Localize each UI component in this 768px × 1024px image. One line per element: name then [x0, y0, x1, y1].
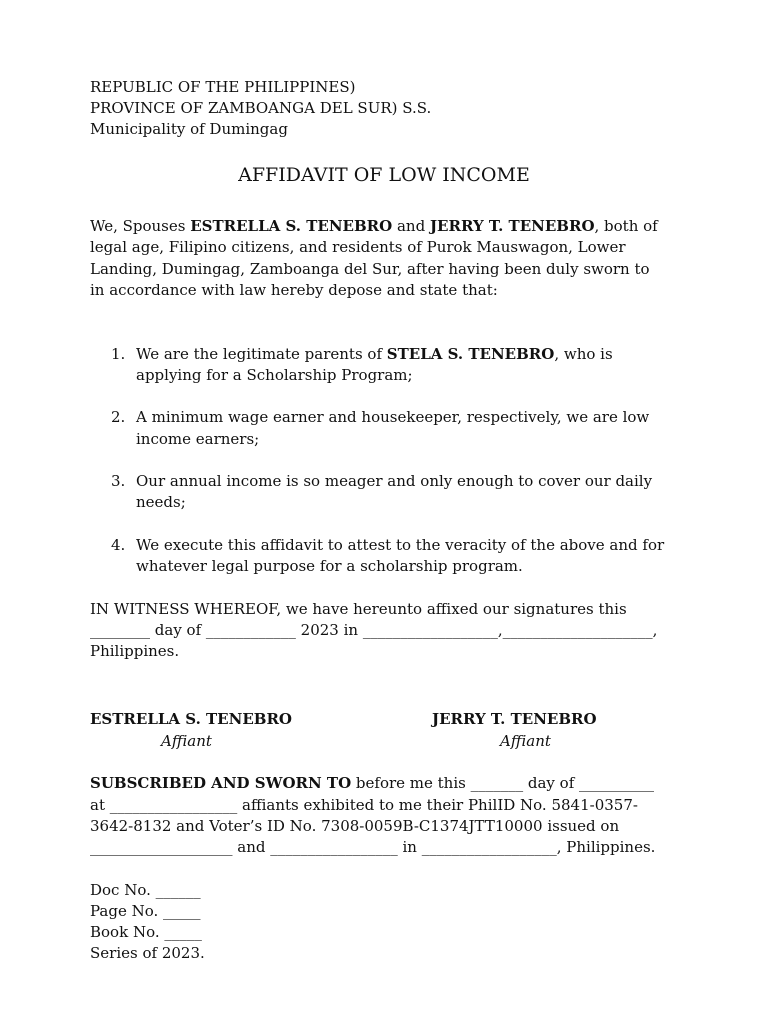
jurat-heading: SUBSCRIBED AND SWORN TO — [90, 774, 352, 792]
spouse-name-1: ESTRELLA S. TENEBRO — [190, 217, 393, 235]
item-2-line-2: income earners; — [136, 430, 260, 448]
series-year: Series of 2023. — [90, 944, 205, 962]
signatory-name-1: ESTRELLA S. TENEBRO — [90, 710, 292, 728]
item-4-line-2: whatever legal purpose for a scholarship program. — [136, 557, 523, 575]
jurat-line-3: 3642-8132 and Voter’s ID No. 7308-0059B-C1374JTT10000 issued on — [90, 817, 620, 835]
item-number: 4. — [111, 536, 126, 554]
signatory-name-2: JERRY T. TENEBRO — [432, 710, 597, 728]
intro-line-4: in accordance with law hereby depose and state that: — [90, 281, 498, 299]
witness-line-1: IN WITNESS WHEREOF, we have hereunto affixed our signatures this — [90, 600, 627, 618]
item-1-line-2: applying for a Scholarship Program; — [136, 366, 413, 384]
intro-text: and — [392, 217, 430, 235]
item-text: We are the legitimate parents of — [136, 345, 387, 363]
item-3-line-2: needs; — [136, 493, 186, 511]
child-name: STELA S. TENEBRO — [386, 345, 555, 363]
witness-line-2: ________ day of ____________ 2023 in __________________,____________________, — [90, 621, 658, 639]
spouse-name-2: JERRY T. TENEBRO — [429, 217, 595, 235]
signatory-role-2: Affiant — [500, 732, 551, 750]
header-province: PROVINCE OF ZAMBOANGA DEL SUR) S.S. — [90, 99, 432, 117]
jurat-line-4: ___________________ and _________________ in __________________, Philippines. — [90, 838, 656, 856]
item-number: 2. — [111, 408, 126, 426]
intro-text: , both of — [594, 217, 658, 235]
header-municipality: Municipality of Dumingag — [90, 120, 288, 138]
item-1-line-1 — [136, 344, 613, 365]
intro-text: We, Spouses — [90, 217, 191, 235]
item-3-line-1: Our annual income is so meager and only enough to cover our daily — [136, 472, 653, 490]
intro-line-1 — [90, 216, 658, 237]
item-number: 3. — [111, 472, 126, 490]
book-number: Book No. _____ — [90, 923, 202, 941]
witness-line-3: Philippines. — [90, 642, 180, 660]
item-4-line-1: We execute this affidavit to attest to the veracity of the above and for — [136, 536, 665, 554]
jurat-text: before me this _______ day of __________ — [351, 774, 655, 792]
item-number: 1. — [111, 345, 126, 363]
jurat-line-2: at _________________ affiants exhibited to me their PhilID No. 5841-0357- — [90, 796, 638, 814]
intro-line-2: legal age, Filipino citizens, and residents of Purok Mauswagon, Lower — [90, 238, 626, 256]
jurat-line-1 — [90, 773, 654, 794]
page-number: Page No. _____ — [90, 902, 201, 920]
header-republic: REPUBLIC OF THE PHILIPPINES) — [90, 78, 356, 96]
item-2-line-1: A minimum wage earner and housekeeper, respectively, we are low — [136, 408, 650, 426]
document-title: AFFIDAVIT OF LOW INCOME — [238, 164, 530, 186]
intro-line-3: Landing, Dumingag, Zamboanga del Sur, after having been duly sworn to — [90, 260, 650, 278]
item-text: , who is — [554, 345, 613, 363]
doc-number: Doc No. ______ — [90, 881, 201, 899]
signatory-role-1: Affiant — [161, 732, 212, 750]
